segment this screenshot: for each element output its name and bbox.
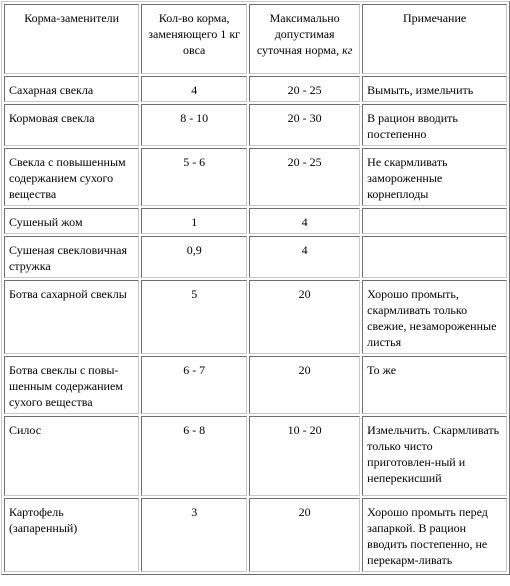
feed-substitutes-table bbox=[1, 1, 510, 575]
cell-quantity: 5 - 6 bbox=[141, 148, 247, 206]
table-row bbox=[4, 498, 507, 572]
cell-note: Вымыть, измельчить bbox=[362, 76, 507, 102]
cell-max-norm: 20 - 25 bbox=[249, 76, 360, 102]
cell-note: Не скармливать замороженные корнеплоды bbox=[362, 148, 507, 206]
header-feed: Корма-заменители bbox=[4, 4, 139, 74]
cell-note: В рацион вводить постепенно bbox=[362, 104, 507, 146]
header-row bbox=[4, 4, 507, 74]
table-row bbox=[4, 356, 507, 414]
cell-max-norm: 4 bbox=[249, 208, 360, 234]
cell-max-norm: 20 - 30 bbox=[249, 104, 360, 146]
cell-feed: Ботва свеклы с повы-шенным содержанием сухого вещества bbox=[4, 356, 139, 414]
cell-feed: Силос bbox=[4, 416, 139, 496]
cell-note: Хорошо промыть перед запаркой. В рацион вводить постепенно, не перекарм-ливать bbox=[362, 498, 507, 572]
cell-feed: Сушеный жом bbox=[4, 208, 139, 234]
cell-max-norm: 20 bbox=[249, 356, 360, 414]
header-note: Примечание bbox=[362, 4, 507, 74]
header-max-norm bbox=[249, 4, 360, 74]
cell-max-norm: 20 bbox=[249, 280, 360, 354]
cell-quantity: 0,9 bbox=[141, 236, 247, 278]
cell-quantity: 3 bbox=[141, 498, 247, 572]
cell-feed: Свекла с повышенным содержанием сухого вещества bbox=[4, 148, 139, 206]
cell-feed: Кормовая свекла bbox=[4, 104, 139, 146]
cell-note bbox=[362, 236, 507, 278]
table-row bbox=[4, 280, 507, 354]
table-row bbox=[4, 76, 507, 102]
cell-feed: Сушеная свекловичная стружка bbox=[4, 236, 139, 278]
cell-note: То же bbox=[362, 356, 507, 414]
cell-quantity: 1 bbox=[141, 208, 247, 234]
header-quantity: Кол-во корма, заменяющего 1 кг овса bbox=[141, 4, 247, 74]
cell-note bbox=[362, 208, 507, 234]
header-max-norm-unit: кг bbox=[342, 43, 353, 57]
header-max-norm-text: Максимально допустимая суточная норма, bbox=[256, 11, 340, 57]
cell-max-norm: 10 - 20 bbox=[249, 416, 360, 496]
table-row bbox=[4, 416, 507, 496]
cell-quantity: 4 bbox=[141, 76, 247, 102]
cell-quantity: 8 - 10 bbox=[141, 104, 247, 146]
cell-quantity: 6 - 7 bbox=[141, 356, 247, 414]
table-row bbox=[4, 148, 507, 206]
cell-quantity: 5 bbox=[141, 280, 247, 354]
cell-note: Измельчить. Скармливать только чисто приготовлен-ный и неперекисший bbox=[362, 416, 507, 496]
table-row bbox=[4, 236, 507, 278]
cell-note: Хорошо промыть, скармливать только свежие, незамороженные листья bbox=[362, 280, 507, 354]
cell-feed: Картофель (запаренный) bbox=[4, 498, 139, 572]
cell-feed: Сахарная свекла bbox=[4, 76, 139, 102]
cell-feed: Ботва сахарной свеклы bbox=[4, 280, 139, 354]
table-row bbox=[4, 208, 507, 234]
cell-max-norm: 20 - 25 bbox=[249, 148, 360, 206]
table-row bbox=[4, 104, 507, 146]
cell-quantity: 6 - 8 bbox=[141, 416, 247, 496]
cell-max-norm: 4 bbox=[249, 236, 360, 278]
cell-max-norm: 20 bbox=[249, 498, 360, 572]
